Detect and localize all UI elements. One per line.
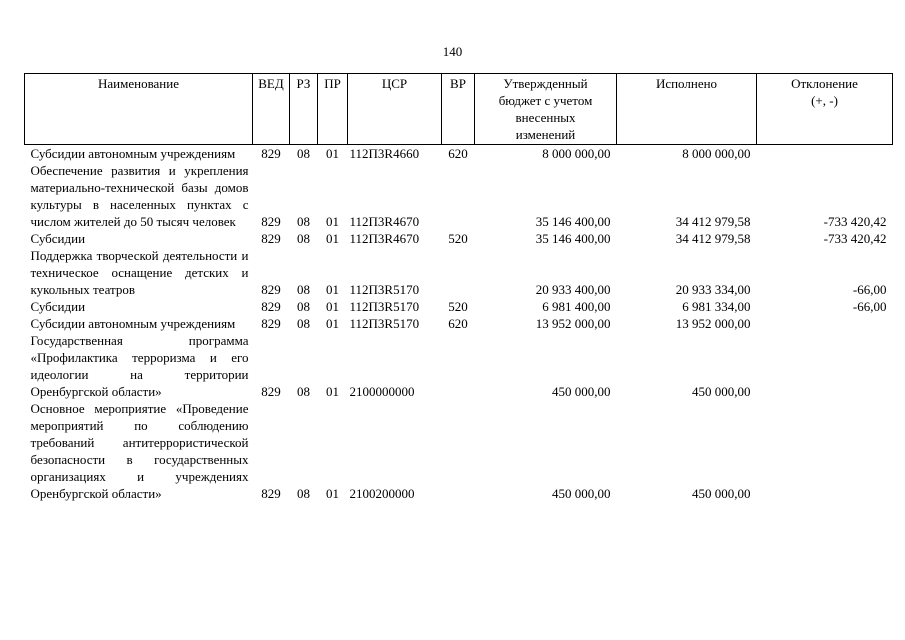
budget-table [24, 73, 893, 502]
cell-ved: 829 [261, 316, 281, 331]
cell-csr: 112П3R5170 [349, 282, 420, 297]
cell-vr: 620 [448, 146, 468, 161]
table-row [25, 400, 893, 502]
cell-executed: 13 952 000,00 [675, 316, 751, 331]
cell-deviation [757, 315, 893, 332]
cell-deviation [757, 332, 893, 400]
table-row [25, 230, 893, 247]
cell-pr: 01 [326, 316, 339, 331]
cell-deviation: -733 420,42 [823, 231, 887, 246]
cell-name: Субсидии автономным учреждениям [30, 316, 236, 331]
cell-name: Основное мероприятие «Проведение мероприятий по соблюдению требований антитеррористической безопасности в государственных организациях и учреждениях Оренбургской области» [30, 401, 249, 501]
cell-rz: 08 [297, 282, 310, 297]
cell-pr: 01 [326, 384, 339, 399]
header-approved: Утвержденный бюджет с учетом внесенных изменений [475, 74, 617, 145]
cell-executed: 20 933 334,00 [675, 282, 751, 297]
cell-pr: 01 [326, 146, 339, 161]
cell-rz: 08 [297, 146, 310, 161]
cell-approved: 13 952 000,00 [535, 316, 611, 331]
cell-name: Обеспечение развития и укрепления материально-технической базы домов культуры в населенных пунктах с числом жителей до 50 тысяч человек [30, 163, 249, 229]
cell-deviation [757, 400, 893, 502]
cell-name: Субсидии [30, 231, 86, 246]
header-deviation: Отклонение (+, -) [757, 74, 893, 145]
cell-vr [442, 400, 475, 502]
cell-executed: 450 000,00 [692, 384, 751, 399]
header-name: Наименование [25, 74, 253, 145]
cell-ved: 829 [261, 486, 281, 501]
cell-deviation [757, 145, 893, 163]
cell-approved: 6 981 400,00 [542, 299, 611, 314]
cell-approved: 35 146 400,00 [535, 214, 611, 229]
cell-name: Субсидии [30, 299, 86, 314]
table-body [25, 145, 893, 503]
cell-csr: 112П3R5170 [349, 316, 420, 331]
cell-approved: 8 000 000,00 [542, 146, 611, 161]
cell-approved: 450 000,00 [552, 486, 611, 501]
header-rz: РЗ [290, 74, 318, 145]
header-pr: ПР [318, 74, 348, 145]
cell-approved: 20 933 400,00 [535, 282, 611, 297]
cell-csr: 112П3R4670 [349, 214, 420, 229]
cell-executed: 34 412 979,58 [675, 214, 751, 229]
cell-executed: 8 000 000,00 [682, 146, 751, 161]
cell-vr: 620 [448, 316, 468, 331]
cell-vr [442, 332, 475, 400]
cell-approved: 35 146 400,00 [535, 231, 611, 246]
cell-vr [442, 247, 475, 298]
table-row [25, 247, 893, 298]
cell-vr: 520 [448, 231, 468, 246]
cell-vr [442, 162, 475, 230]
cell-ved: 829 [261, 146, 281, 161]
table-row [25, 145, 893, 163]
cell-ved: 829 [261, 214, 281, 229]
table-row [25, 298, 893, 315]
cell-executed: 6 981 334,00 [682, 299, 751, 314]
table-row [25, 332, 893, 400]
cell-deviation: -66,00 [852, 282, 887, 297]
cell-ved: 829 [261, 299, 281, 314]
cell-pr: 01 [326, 231, 339, 246]
table-row [25, 162, 893, 230]
cell-rz: 08 [297, 299, 310, 314]
cell-deviation: -733 420,42 [823, 214, 887, 229]
cell-deviation: -66,00 [852, 299, 887, 314]
cell-rz: 08 [297, 384, 310, 399]
cell-name: Поддержка творческой деятельности и техническое оснащение детских и кукольных театров [30, 248, 249, 297]
table-row [25, 315, 893, 332]
cell-name: Субсидии автономным учреждениям [30, 146, 236, 161]
cell-pr: 01 [326, 299, 339, 314]
cell-csr: 112П3R4670 [349, 231, 420, 246]
header-csr: ЦСР [348, 74, 442, 145]
cell-pr: 01 [326, 486, 339, 501]
cell-pr: 01 [326, 214, 339, 229]
cell-rz: 08 [297, 231, 310, 246]
cell-pr: 01 [326, 282, 339, 297]
cell-ved: 829 [261, 282, 281, 297]
page-number: 140 [442, 44, 463, 59]
cell-executed: 34 412 979,58 [675, 231, 751, 246]
cell-ved: 829 [261, 231, 281, 246]
cell-rz: 08 [297, 214, 310, 229]
cell-vr: 520 [448, 299, 468, 314]
header-ved: ВЕД [253, 74, 290, 145]
cell-executed: 450 000,00 [692, 486, 751, 501]
table-header-row [25, 74, 893, 145]
cell-csr: 2100000000 [349, 384, 415, 399]
cell-csr: 2100200000 [349, 486, 415, 501]
cell-approved: 450 000,00 [552, 384, 611, 399]
cell-rz: 08 [297, 316, 310, 331]
cell-rz: 08 [297, 486, 310, 501]
cell-csr: 112П3R4660 [349, 146, 420, 161]
header-vr: ВР [442, 74, 475, 145]
cell-csr: 112П3R5170 [349, 299, 420, 314]
cell-ved: 829 [261, 384, 281, 399]
cell-name: Государственная программа «Профилактика терроризма и его идеологии на территории Оренбургской области» [30, 333, 249, 399]
header-executed: Исполнено [617, 74, 757, 145]
